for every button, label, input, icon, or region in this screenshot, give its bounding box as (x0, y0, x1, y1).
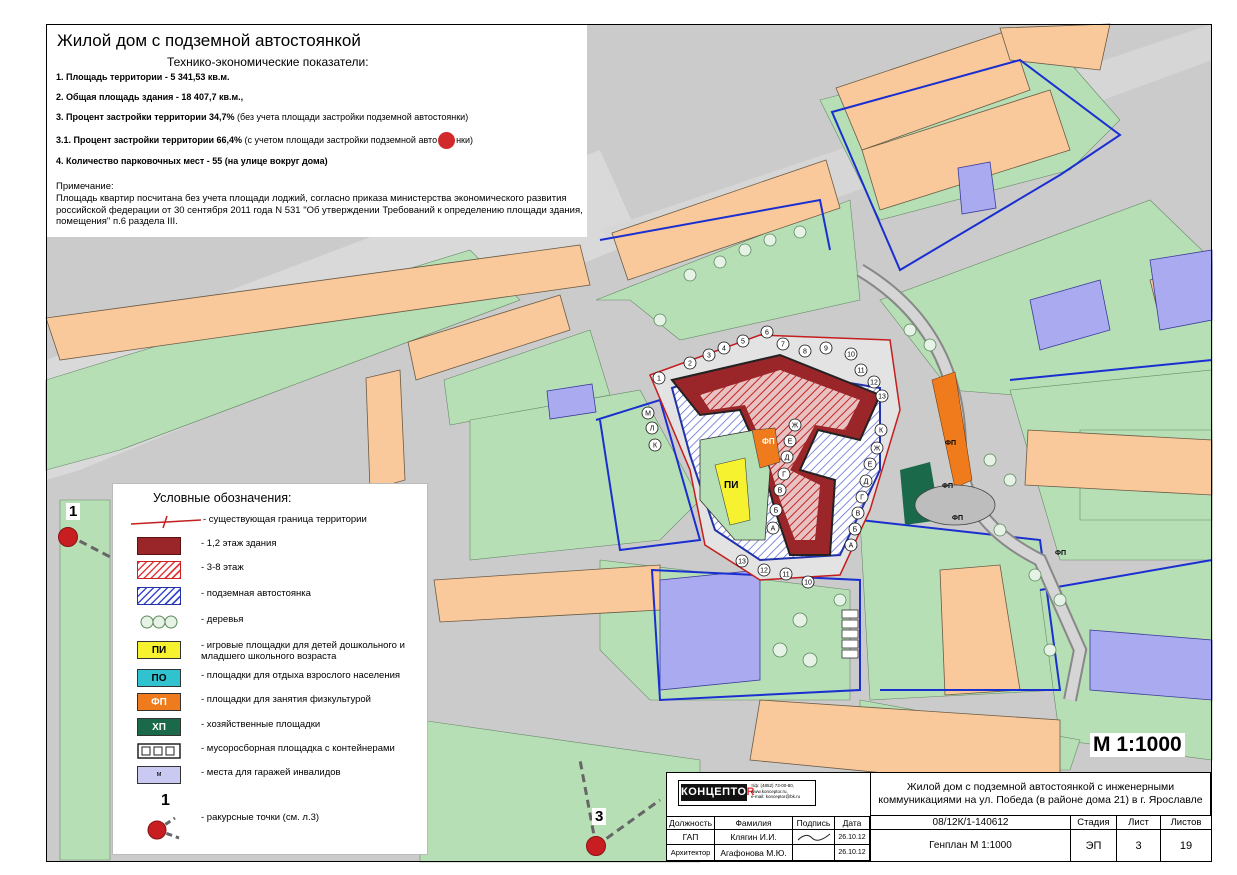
info-panel (47, 25, 587, 237)
row-1-position: ГАП (667, 830, 715, 845)
svg-text:6: 6 (765, 329, 769, 337)
svg-text:Е: Е (787, 438, 793, 446)
stage-value: ЭП (1071, 830, 1117, 861)
svg-text:Ж: Ж (791, 422, 799, 430)
svg-text:К: К (652, 442, 658, 450)
svg-text:К: К (878, 427, 884, 435)
legend-item-garage: м - места для гаражей инвалидов (113, 764, 427, 786)
marker-inner-4 (778, 468, 790, 480)
boundary-line-icon (131, 513, 201, 531)
marker-bottom-2 (758, 564, 770, 576)
svg-text:Ж: Ж (873, 445, 881, 453)
marker-right-5 (856, 491, 868, 503)
hdr-sheet: Лист (1117, 816, 1161, 830)
row-2-signature (793, 845, 835, 861)
hdr-signature: Подпись (793, 816, 835, 830)
pi-label: ПИ (724, 480, 739, 491)
viewpoint-1-marker[interactable] (58, 527, 78, 547)
sheet-value: 3 (1117, 830, 1161, 861)
svg-text:12: 12 (870, 379, 878, 387)
viewpoint-1-label: 1 (66, 503, 80, 520)
fp-road-label-2: ФП (942, 483, 954, 490)
marker-inner-6 (770, 504, 782, 516)
legend-item-floor-1-2: - 1,2 этаж здания (113, 535, 427, 557)
svg-text:В: В (777, 487, 783, 495)
company-logo: КОНЦЕПТОR т/ф: (4852) 73-00-80, www.konceptor.ru, e-mail: konceptor@bk.ru (678, 780, 816, 806)
marker-top-10 (845, 348, 857, 360)
marker-inner-3 (781, 451, 793, 463)
svg-text:Г: Г (782, 471, 786, 479)
hdr-stage: Стадия (1071, 816, 1117, 830)
legend-item-fp: ФП - площадки для занятия физкультурой (113, 691, 427, 713)
marker-right-4 (860, 475, 872, 487)
svg-text:Д: Д (784, 454, 790, 462)
project-name: Жилой дом с подземной автостоянкой с инженерными коммуникациями на ул. Победа (в районе дома 21) в г. Ярославле (870, 773, 1211, 816)
svg-text:11: 11 (782, 571, 790, 579)
svg-text:9: 9 (824, 345, 828, 353)
row-2-date: 26.10.12 (835, 845, 870, 861)
sheets-value: 19 (1179, 839, 1193, 852)
svg-text:Л: Л (649, 425, 655, 433)
marker-top-8 (799, 345, 811, 357)
garages (842, 610, 858, 658)
marker-dot-icon (438, 132, 455, 149)
marker-top-1 (653, 372, 665, 384)
marker-top-4 (718, 342, 730, 354)
legend (112, 483, 428, 855)
indicator-3: 3. Процент застройки территории 34,7% (без учета площади застройки подземной автостоянки) (56, 112, 469, 122)
legend-item-viewpoint: 1 - ракурсные точки (см. л.3) (113, 792, 427, 842)
hatch-blue-icon (137, 587, 181, 605)
marker-right-1 (875, 424, 887, 436)
svg-text:10: 10 (804, 579, 812, 587)
tree-icon (137, 613, 181, 631)
marker-left-3 (649, 439, 661, 451)
note-heading: Примечание: (56, 181, 114, 192)
svg-text:А: А (770, 525, 776, 533)
marker-inner-7 (767, 522, 779, 534)
marker-top-7 (777, 338, 789, 350)
marker-top-3 (703, 349, 715, 361)
legend-item-pi: ПИ - игровые площадки для детей дошкольного и младшего школьного возраста (113, 637, 427, 665)
svg-text:13: 13 (738, 558, 746, 566)
subtitle: Технико-экономические показатели: (167, 55, 369, 69)
marker-top-12 (868, 376, 880, 388)
marker-inner-1 (789, 419, 801, 431)
marker-top-6 (761, 326, 773, 338)
viewpoint-3-marker[interactable] (586, 836, 606, 856)
indicator-1: 1. Площадь территории - 5 341,53 кв.м. (56, 72, 230, 82)
marker-bottom-1 (736, 555, 748, 567)
legend-item-boundary: - существующая граница территории (113, 511, 427, 533)
hdr-sheets: Листов (1161, 816, 1211, 830)
legend-item-trees: - деревья (113, 611, 427, 633)
viewpoint-icon (143, 808, 203, 842)
svg-text:В: В (855, 510, 861, 518)
fp-road-label-1: ФП (945, 440, 957, 447)
drawing-code: 08/12К/1-140612 (870, 816, 1071, 830)
viewpoint-3-label: 3 (592, 808, 606, 825)
note-text: Площадь квартир посчитана без учета площади лоджий, согласно приказа министерства экономического развития российской федерации от 30 сентября 2011 года N 531 "Об утверждении Требований к определению площади здания, помещения" п.6 раздела III. (56, 193, 583, 227)
hdr-date: Дата (835, 816, 870, 830)
fp-road-label-4: ФП (1055, 550, 1067, 557)
marker-right-2 (871, 442, 883, 454)
svg-text:13: 13 (878, 393, 886, 401)
svg-text:11: 11 (857, 367, 865, 375)
row-2-position: Архитектор (667, 845, 715, 861)
indicator-2: 2. Общая площадь здания - 18 407,7 кв.м., (56, 92, 244, 102)
marker-right-7 (849, 523, 861, 535)
building-floor-icon (137, 537, 181, 555)
hdr-name: Фамилия (715, 816, 793, 830)
svg-text:2: 2 (688, 360, 692, 368)
row-1-signature (793, 830, 835, 845)
bins-icon (137, 742, 181, 760)
legend-item-bins: - мусоросборная площадка с контейнерами (113, 740, 427, 762)
svg-text:Г: Г (860, 494, 864, 502)
svg-text:3: 3 (707, 352, 711, 360)
marker-bottom-4 (802, 576, 814, 588)
marker-top-13 (876, 390, 888, 402)
fp-road-label-3: ФП (952, 515, 964, 522)
marker-top-11 (855, 364, 867, 376)
hdr-position: Должность (667, 816, 715, 830)
marker-inner-2 (784, 435, 796, 447)
svg-text:7: 7 (781, 341, 785, 349)
hatch-red-icon (137, 561, 181, 579)
marker-right-8 (845, 539, 857, 551)
svg-text:Е: Е (867, 461, 873, 469)
marker-bottom-3 (780, 568, 792, 580)
row-1-name: Клягин И.И. (715, 830, 793, 845)
legend-item-po: ПО - площадки для отдыха взрослого населения (113, 667, 427, 689)
indicator-4: 4. Количество парковочных мест - 55 (на улице вокруг дома) (56, 156, 328, 166)
svg-text:12: 12 (760, 567, 768, 575)
svg-text:А: А (848, 542, 854, 550)
svg-text:М: М (645, 410, 651, 418)
marker-right-3 (864, 458, 876, 470)
legend-heading: Условные обозначения: (153, 491, 292, 505)
svg-text:Б: Б (773, 507, 779, 515)
drawing-name: Генплан М 1:1000 (870, 830, 1071, 861)
svg-text:Б: Б (852, 526, 858, 534)
page-title: Жилой дом с подземной автостоянкой (57, 31, 361, 50)
marker-left-2 (646, 422, 658, 434)
svg-text:4: 4 (722, 345, 726, 353)
marker-top-5 (737, 335, 749, 347)
marker-top-2 (684, 357, 696, 369)
legend-item-hp: ХП - хозяйственные площадки (113, 716, 427, 738)
indicator-3-1: 3.1. Процент застройки территории 66,4% (с учетом площади застройки подземной авто нки) (56, 132, 473, 149)
title-block (666, 772, 1212, 862)
marker-left-1 (642, 407, 654, 419)
svg-text:10: 10 (847, 351, 855, 359)
svg-text:1: 1 (657, 375, 661, 383)
marker-inner-5 (774, 484, 786, 496)
row-1-date: 26.10.12 (835, 830, 870, 845)
legend-item-parking: - подземная автостоянка (113, 585, 427, 607)
marker-right-6 (852, 507, 864, 519)
scale-label: М 1:1000 (1090, 733, 1185, 757)
row-2-name: Агафонова М.Ю. (715, 845, 793, 861)
legend-item-floor-3-8: - 3-8 этаж (113, 559, 427, 581)
svg-text:Д: Д (863, 478, 869, 486)
marker-top-9 (820, 342, 832, 354)
svg-text:8: 8 (803, 348, 807, 356)
fp-label: ФП (762, 437, 775, 446)
svg-text:5: 5 (741, 338, 745, 346)
